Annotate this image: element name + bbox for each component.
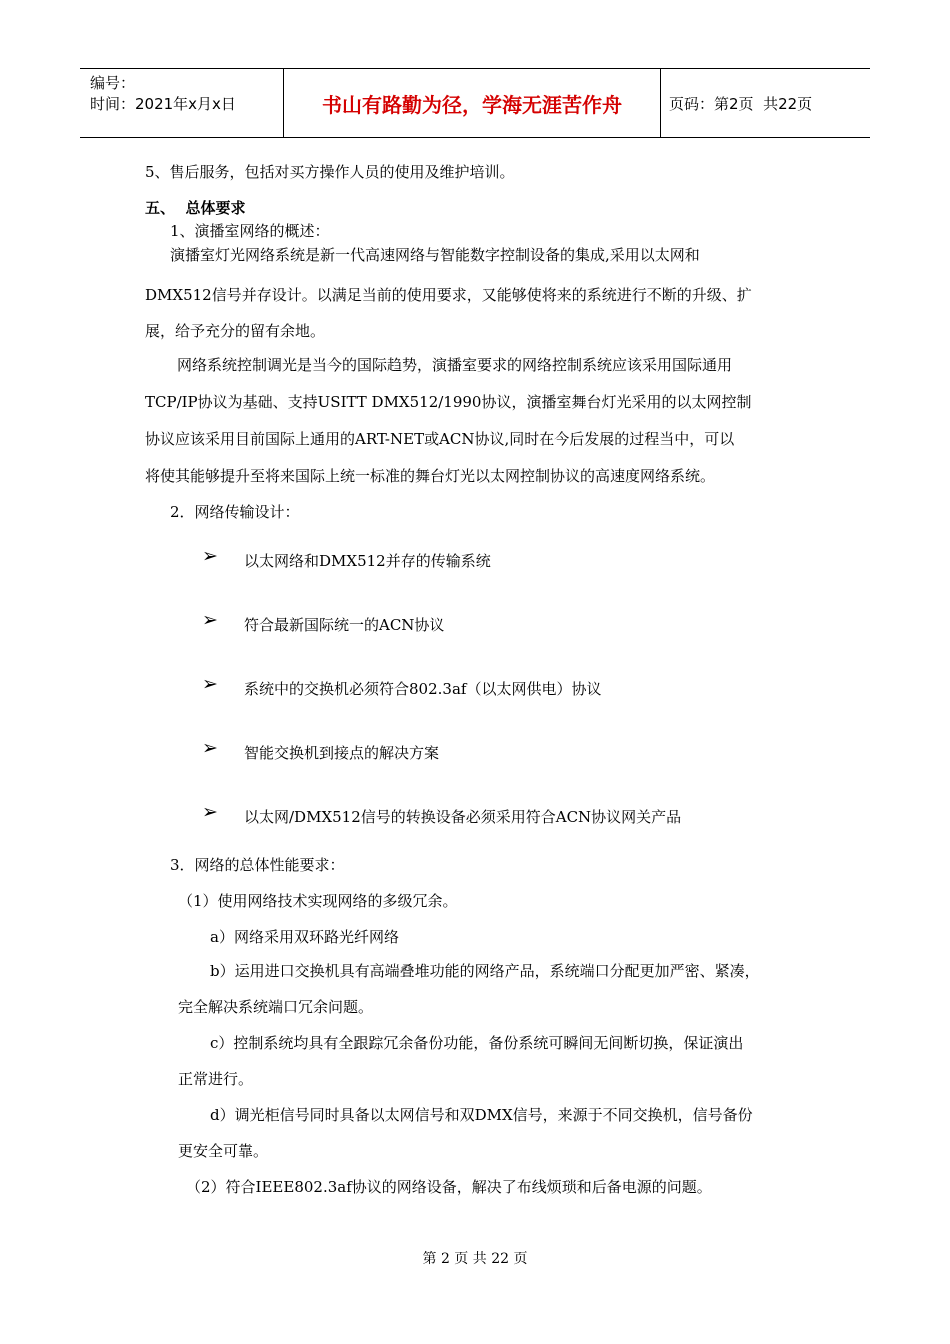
para2-line3: 协议应该采用目前国际上通用的ART-NET或ACN协议,同时在今后发展的过程当中，可以	[145, 430, 735, 448]
item3-title: 3．网络的总体性能要求：	[170, 856, 345, 874]
para2-line2: TCP/IP协议为基础、支持USITT DMX512/1990协议，演播室舞台灯光采用的以太网控制	[145, 393, 752, 411]
bullet-item: 以太网/DMX512信号的转换设备必须采用符合ACN协议网关产品	[244, 808, 682, 826]
after-sales-line: 5、售后服务，包括对买方操作人员的使用及维护培训。	[145, 163, 515, 181]
bullet-arrow-icon: ➢	[202, 545, 218, 567]
sub1-c-line1: c）控制系统均具有全跟踪冗余备份功能，备份系统可瞬间无间断切换，保证演出	[210, 1034, 744, 1052]
bullet-arrow-icon: ➢	[202, 673, 218, 695]
header-code-label: 编号：	[90, 74, 136, 92]
footer-page-number: 第 2 页 共 22 页	[422, 1251, 528, 1267]
sub1-b-line1: b）运用进口交换机具有高端叠堆功能的网络产品，系统端口分配更加严密、紧凑，	[210, 962, 760, 980]
sub1-d-line2: 更安全可靠。	[178, 1142, 269, 1160]
item1-title: 1、演播室网络的概述：	[170, 222, 330, 240]
item2-title: 2．网络传输设计：	[170, 503, 300, 521]
bullet-item: 智能交换机到接点的解决方案	[244, 744, 440, 762]
sub2-line: （2）符合IEEE802.3af协议的网络设备，解决了布线烦琐和后备电源的问题。	[186, 1178, 712, 1196]
sub1-b-line2: 完全解决系统端口冗余问题。	[178, 998, 374, 1016]
bullet-item: 以太网络和DMX512并存的传输系统	[244, 552, 491, 570]
section-five-heading: 五、 总体要求	[145, 199, 246, 217]
para1-line3: 展，给予充分的留有余地。	[145, 322, 326, 340]
para2-line1: 网络系统控制调光是当今的国际趋势，演播室要求的网络控制系统应该采用国际通用	[177, 356, 733, 374]
sub1-a: a）网络采用双环路光纤网络	[210, 928, 399, 946]
page-header	[80, 68, 870, 138]
sub1-c-line2: 正常进行。	[178, 1070, 254, 1088]
bullet-item: 系统中的交换机必须符合802.3af（以太网供电）协议	[244, 680, 602, 698]
header-meta	[80, 69, 283, 137]
page-footer	[0, 1248, 950, 1268]
bullet-item: 符合最新国际统一的ACN协议	[244, 616, 445, 634]
header-page-info-text: 页码：第2页 共22页	[669, 94, 813, 113]
header-time-label: 时间：2021年x月x日	[90, 95, 236, 113]
para1-line1: 演播室灯光网络系统是新一代高速网络与智能数字控制设备的集成,采用以太网和	[170, 246, 700, 264]
bullet-arrow-icon: ➢	[202, 801, 218, 823]
sub1-d-line1: d）调光柜信号同时具备以太网信号和双DMX信号，来源于不同交换机，信号备份	[210, 1106, 753, 1124]
para2-line4: 将使其能够提升至将来国际上统一标准的舞台灯光以太网控制协议的高速度网络系统。	[145, 467, 716, 485]
para1-line2: DMX512信号并存设计。以满足当前的使用要求，又能够使将来的系统进行不断的升级、扩	[145, 286, 752, 304]
header-slogan: 书山有路勤为径，学海无涯苦作舟	[283, 69, 661, 137]
header-page-info	[661, 69, 870, 137]
sub1-line: （1）使用网络技术实现网络的多级冗余。	[178, 892, 458, 910]
bullet-arrow-icon: ➢	[202, 737, 218, 759]
bullet-arrow-icon: ➢	[202, 609, 218, 631]
